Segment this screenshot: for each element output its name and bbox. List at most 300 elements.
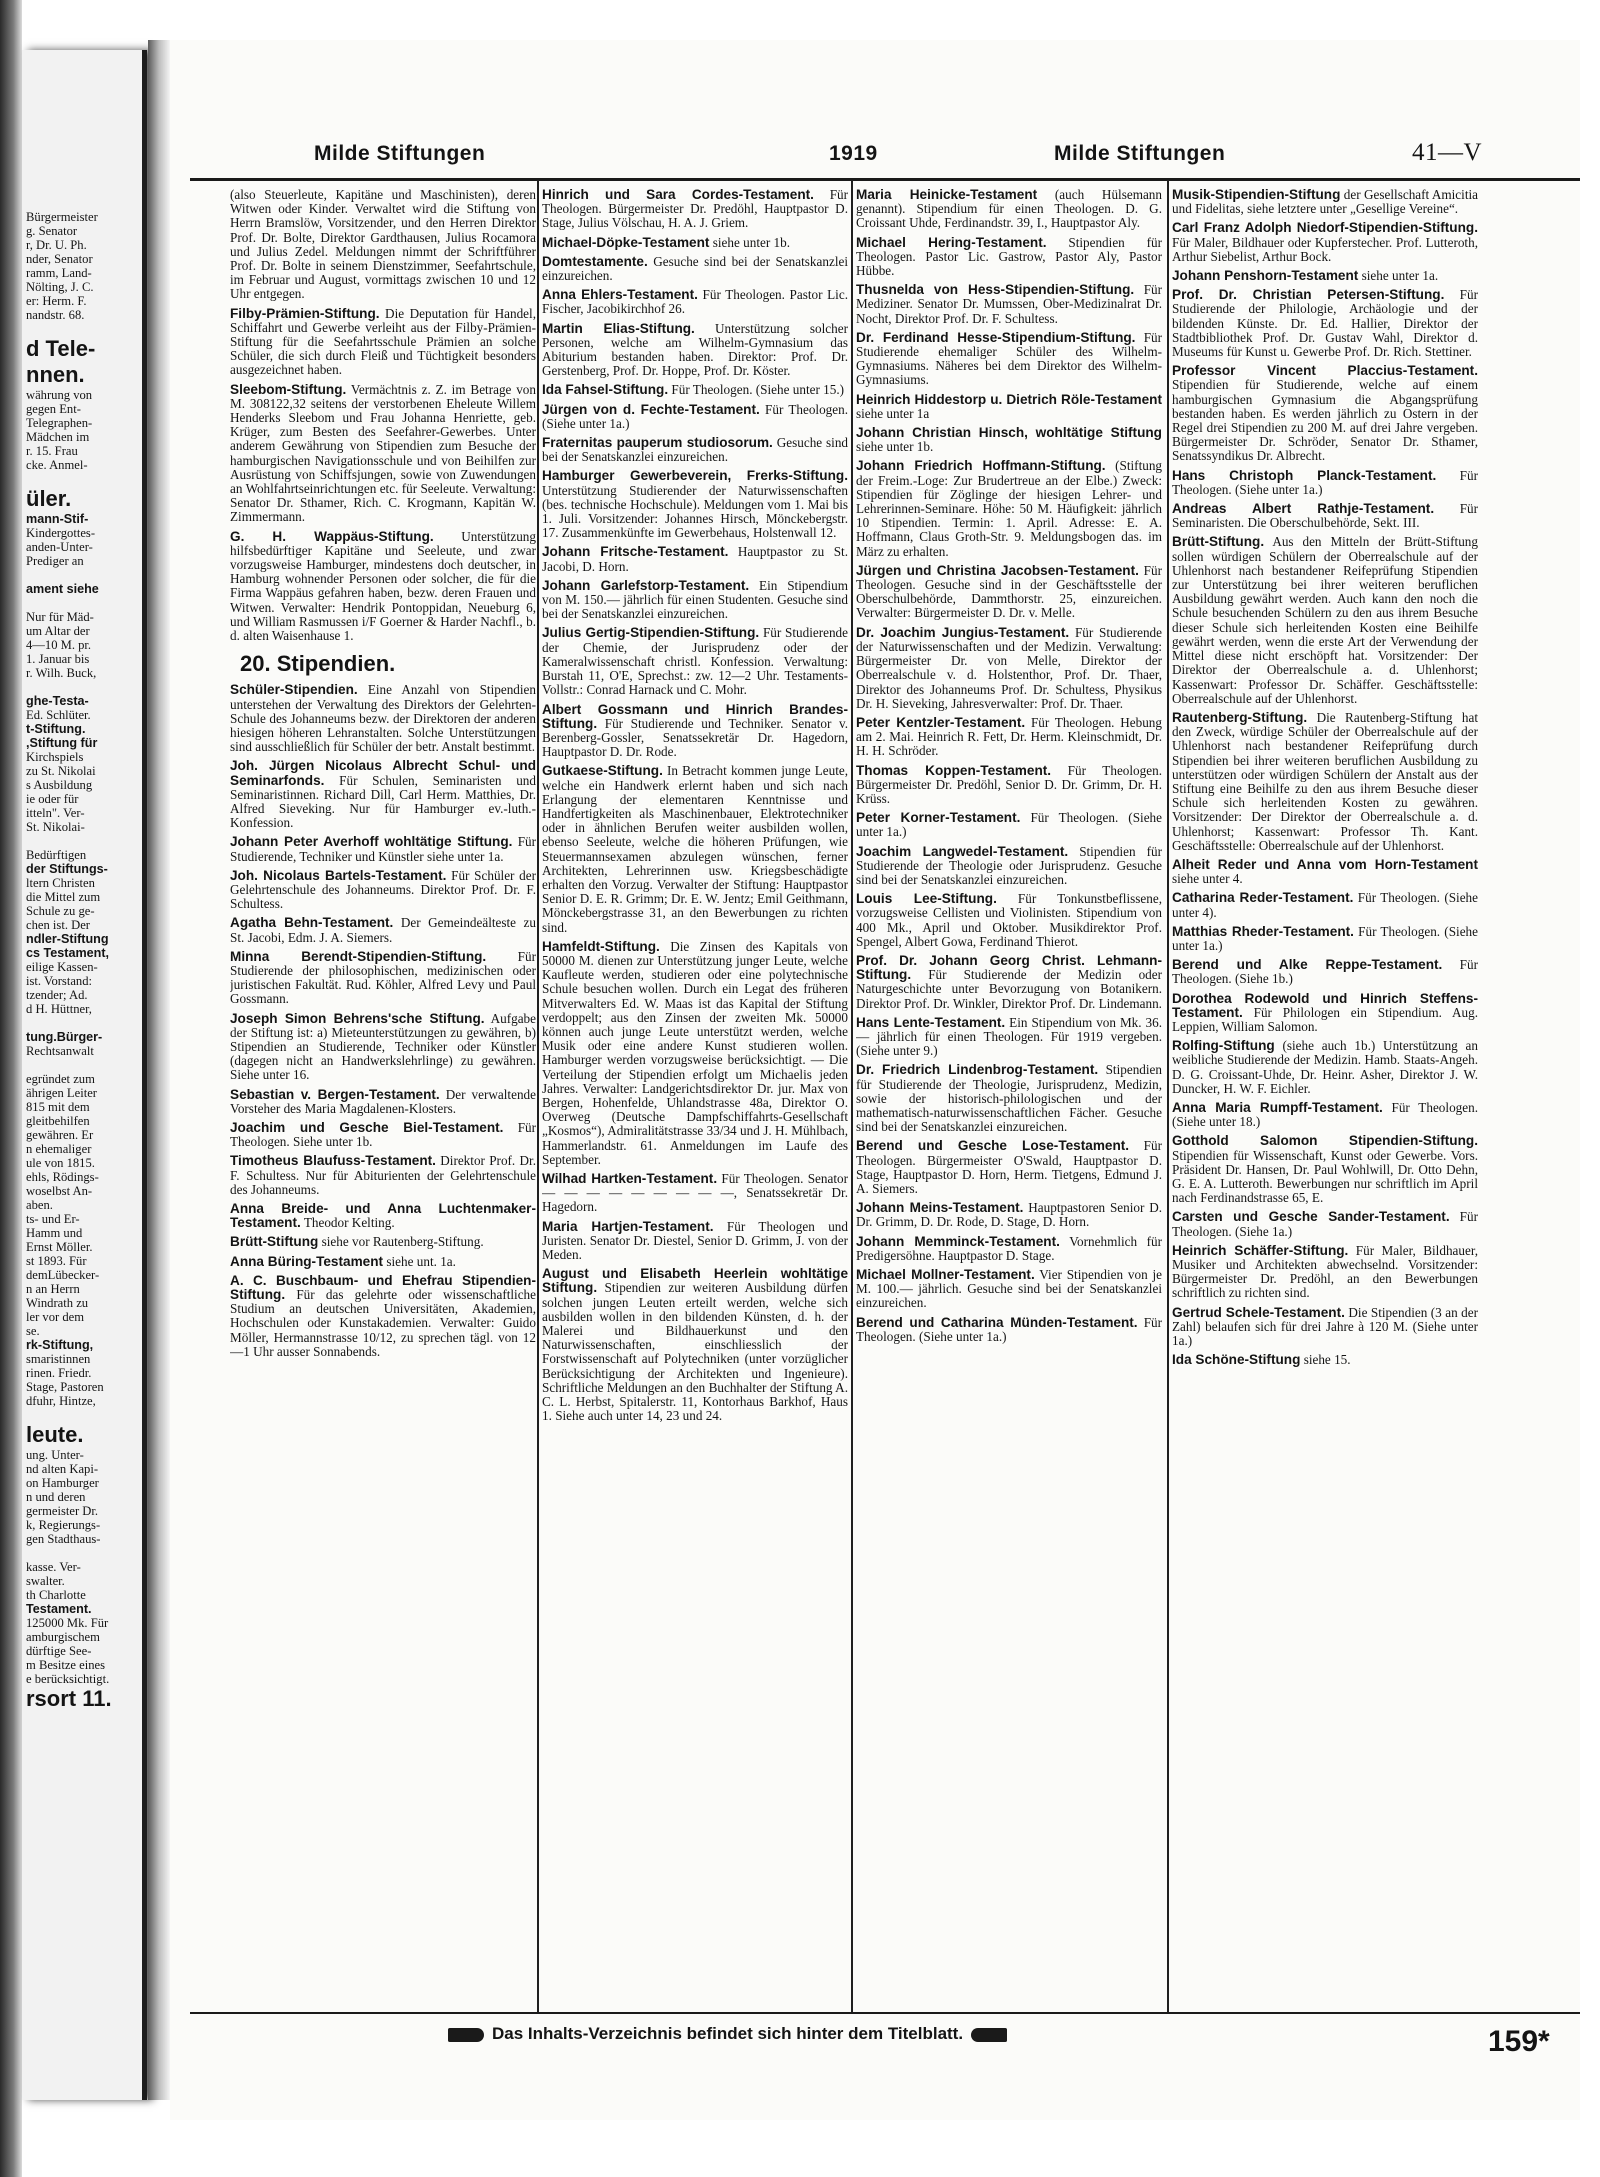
- book-binding: [0, 0, 22, 2177]
- entry-text: siehe 15.: [1303, 1352, 1351, 1368]
- entry-name: Berend und Gesche Lose-Testament.: [856, 1138, 1130, 1154]
- foundation-entry: [1172, 1101, 1478, 1129]
- previous-page-line: dürftige See-: [26, 1644, 92, 1658]
- entry-name: A. C. Buschbaum- und Ehefrau Stipendien-Stiftung.: [230, 1272, 536, 1303]
- previous-page-line: [26, 568, 138, 582]
- previous-page-line: Telegraphen-: [26, 416, 93, 430]
- entry-name: Musik-Stipendien-Stiftung: [1172, 188, 1341, 202]
- previous-page-line: se.: [26, 1324, 40, 1338]
- foundation-entry: [1172, 958, 1478, 986]
- entry-name: Peter Kentzler-Testament.: [856, 714, 1026, 730]
- entry-text: Stipendien für Studierende der Theologie, Jurisprudenz, Medizin, sowie der historisch-philologischen und der mathematisch-naturwissenschaftlichen Fächer. Gesuche sind bei der Senatskanzlei einzureichen.: [856, 1062, 1162, 1135]
- column-4: [1172, 188, 1478, 2010]
- column-1: [230, 188, 536, 2010]
- foundation-entry: [1172, 711, 1478, 853]
- previous-page-line: r, Dr. U. Ph.: [26, 238, 87, 252]
- entry-text: Die Stipendien (3 an der Zahl) belaufen sich für drei Jahre à 120 M. (Siehe unter 1a.): [1172, 1304, 1478, 1349]
- previous-page-line: ramm, Land-: [26, 266, 92, 280]
- entry-text: siehe unt. 1a.: [386, 1253, 456, 1269]
- entry-name: Joachim und Gesche Biel-Testament.: [230, 1119, 504, 1135]
- foundation-entry: [856, 954, 1162, 1011]
- entry-text: Für Theologen. Pastor Lic. Fischer, Jacobikirchhof 26.: [542, 287, 848, 317]
- section-heading: 20. Stipendien.: [240, 651, 396, 677]
- entry-text: Für Theologen. (Siehe 1b.): [1172, 957, 1478, 987]
- foundation-entry: [230, 835, 536, 863]
- entry-name: Michael Mollner-Testament.: [856, 1267, 1035, 1283]
- foundation-entry: [856, 393, 1162, 421]
- entry-text: Ein Stipendium von Mk. 36.— jährlich für einen Theologen. Für 1919 vergeben. (Siehe unter 9.): [856, 1014, 1162, 1059]
- previous-page-line: cke. Anmel-: [26, 458, 88, 472]
- entry-text: Für Theologen. Gesuche sind in der Geschäftsstelle der Oberschulbehörde, Dammthorstr. 25, einzureichen. Verwalter: Bürgermeister D. Dr. v. Melle.: [856, 562, 1162, 621]
- entry-text: Für Schüler der Gelehrtenschule des Johanneums. Direktor Prof. Dr. F. Schultess.: [230, 867, 536, 912]
- entry-text: Stipendien für Studierende der Theologie oder Jurisprudenz. Gesuche sind bei der Senatskanzlei einzureichen.: [856, 843, 1162, 887]
- foundation-entry: [1172, 1244, 1478, 1301]
- entry-text: Die Rautenberg-Stiftung hat den Zweck, würdige Schüler der Oberrealschule auf der Uhlenhorst nach bestandener Reifeprüfung durch Stipendien bei ihrer weiteren beruflichen Ausbildung zu unterstützen oder würdigen Schülern der Anstalt aus der Stiftung eine Beihilfe zu den aus ihrem Besuche dieser Schule sich herleitenden Kosten zu gewähren. Vorsitzender: Der Direktor der Oberrealschule a. d. Uhlenhorst; Kassenwart: Professor Th. Kant. Geschäftsstelle: Oberrealschule auf der Uhlenhorst.: [1172, 709, 1478, 853]
- entry-name: Anna Maria Rumpff-Testament.: [1172, 1099, 1383, 1115]
- previous-page-line: ung. Unter-: [26, 1448, 84, 1462]
- foundation-entry: [542, 545, 848, 573]
- previous-page-line: Ernst Möller.: [26, 1240, 93, 1254]
- previous-page-line: n ehemaliger: [26, 1142, 92, 1156]
- foundation-entry: [542, 1172, 848, 1215]
- previous-page-line: g. Senator: [26, 224, 78, 238]
- entry-text: Vermächtnis z. Z. im Betrage von M. 308122,32 seitens der verstorbenen Eheleute Willem Henderks Sleebom und Frau Johanna Henriette, geb. Krüger, zum Besten des Seefahrer-Gewerbes. Unter anderem Gewährung von Stipendien zum Besuche der hamburgischen Navigationsschule und von Beihilfen zur Ausrüstung von Schiffsjungen, sowie von Zuwendungen an Wohlfahrtseinrichtungen etc. für Seeleute. Verwaltung: Senator Dr. Sthamer, Rich. C. Krogmann, Kapitän W. Zimmermann.: [230, 381, 536, 525]
- entry-name: Sleebom-Stiftung.: [230, 381, 347, 397]
- footer-rule: [190, 2012, 1580, 2014]
- entry-text: Aus den Mitteln der Brütt-Stiftung sollen würdigen Schülern der Oberrealschule auf der Uhlenhorst nach bestandener Reifeprüfung Stipendien zur Unterstützung bei ihrer weiteren beruflichen Ausbildung gewährt werden. Auch kann den noch die Schule besuchenden Schülern zu den aus ihrem Besuche dieser Schule sich herleitenden Kosten eine Beihilfe gewährt werden, wenn die erste Art der Verwendung der Mittel diese nicht erschöpft hat. Vorsitzender: Der Direktor der Oberrealschule a. d. Uhlenhorst; Kassenwart: Professor Dr. Schäffer. Geschäftsstelle: Oberrealschule auf der Uhlenhorst.: [1172, 534, 1478, 706]
- entry-text: siehe unter 1a.: [1361, 268, 1439, 284]
- pointing-hand-icon: [971, 2028, 1007, 2042]
- foundation-entry: [1172, 269, 1478, 283]
- foundation-entry: [856, 459, 1162, 558]
- entry-text: siehe unter 1b.: [856, 439, 934, 455]
- entry-name: Martin Elias-Stiftung.: [542, 320, 695, 336]
- foundation-entry: [230, 759, 536, 830]
- entry-name: Johann Memminck-Testament.: [856, 1233, 1060, 1249]
- previous-page-line: nder, Senator: [26, 252, 93, 266]
- entry-text: Unterstützung hilfsbedürftiger Kapitäne und Seeleute, und zwar vorzugsweise Hamburger, mindestens doch deutscher, in Hamburg wohnender Personen oder solcher, die für die Firma Wappäus gefahren haben, bezw. deren Frauen und Witwen. Verwalter: Hendrik Pontoppidan, Neueburg 6, und William Rasmussen i/F Goerner & Harder Nachfl., b. d. alten Waisenhause 1.: [230, 528, 536, 644]
- entry-name: Ida Schöne-Stiftung: [1172, 1352, 1301, 1368]
- previous-page-line: ltern Christen: [26, 876, 95, 890]
- entry-text: siehe unter 1b.: [712, 234, 791, 250]
- foundation-entry: [230, 1274, 536, 1359]
- previous-page-line: zu St. Nikolai: [26, 764, 96, 778]
- entry-text: Für Theologen. Hebung am 2. Mai. Heinrich R. Fett, Dr. Herm. Kleinschmidt, Dr. H. H. Schröder.: [856, 714, 1162, 759]
- entry-text: (auch Hülsemann genannt). Stipendium für einen Theologen. D. G. Croissant Uhde, Ferdinandstr. 39, I., Hauptpastor Aly.: [856, 188, 1162, 231]
- entry-text: Für Theologen. (Siehe unter 1a.): [856, 1314, 1162, 1344]
- entry-name: Andreas Albert Rathje-Testament.: [1172, 501, 1435, 517]
- entry-text: Der verwaltende Vorsteher des Maria Magdalenen-Klosters.: [230, 1086, 536, 1116]
- entry-name: Timotheus Blaufuss-Testament.: [230, 1153, 436, 1169]
- foundation-entry: [1172, 1039, 1478, 1096]
- previous-page-line: kasse. Ver-: [26, 1560, 81, 1574]
- previous-page-line: germeister Dr.: [26, 1504, 99, 1518]
- entry-name: Minna Berendt-Stipendien-Stiftung.: [230, 948, 487, 964]
- entry-name: Maria Heinicke-Testament: [856, 188, 1038, 202]
- entry-name: Dorothea Rodewold und Hinrich Steffens-Testament.: [1172, 990, 1478, 1020]
- entry-name: Joh. Nicolaus Bartels-Testament.: [230, 867, 447, 883]
- foundation-entry: [542, 403, 848, 431]
- entry-name: August und Elisabeth Heerlein wohltätige Stiftung.: [542, 1266, 848, 1296]
- entry-text: Für Theologen. Siehe unter 1b.: [230, 1119, 536, 1150]
- entry-text: In Betracht kommen junge Leute, welche ein Handwerk erlernt haben und sich nach Erlangung der elementaren Kenntnisse und Handfertigkeiten als Maschinenbauer, Elektrotechniker oder in ähnlichen Berufen weiter ausbilden wollen, ebenso Seeleute, welche die höheren Prüfungen, wie Steuermannsexamen abzulegen wünschen, ferner Architekten, Lehrerinnen usw. Kriegsbeschädigte erhalten den Vorzug. Verwalter der Stiftung: Hauptpastor Senior D. E. R. Grimm; Dr. E. W. Jentz; Emil Geithmann, Mönckebergstrasse 31, an den Bewerbungen zu richten sind.: [542, 763, 848, 935]
- header-left-title: Milde Stiftungen: [314, 142, 486, 165]
- entry-name: Anna Ehlers-Testament.: [542, 287, 698, 303]
- previous-page-line: [26, 680, 138, 694]
- entry-text: Für Studierende der Chemie, der Jurisprudenz oder der Kameralwissenschaft christl. Konfession. Verwaltung: Burstah 11, O'E, Sprechst.: zw. 12—2 Uhr. Testaments-Vollstr.: Conrad Harnack und C. Mohr.: [542, 625, 848, 698]
- entry-text: Gesuche sind bei der Senatskanzlei einzureichen.: [542, 253, 848, 284]
- foundation-entry: [230, 1088, 536, 1116]
- previous-page-line: ler vor dem: [26, 1310, 85, 1324]
- entry-text: Gesuche sind bei der Senatskanzlei einzureichen.: [542, 435, 848, 465]
- previous-page-line: ehls, Rödings-: [26, 1170, 99, 1184]
- previous-page-line: woselbst An-: [26, 1184, 93, 1198]
- foundation-entry: [856, 1268, 1162, 1311]
- previous-page-line: s Ausbildung: [26, 778, 93, 792]
- entry-text: Für Schulen, Seminaristen und Seminaristinnen. Richard Dill, Carl Herm. Matthies, Dr. Alfred Sieveking. Nur für Hamburger ev.-luth.-Konfession.: [230, 772, 536, 831]
- entry-name: Joachim Langwedel-Testament.: [856, 843, 1069, 859]
- entry-name: Carl Franz Adolph Niedorf-Stipendien-Stiftung.: [1172, 220, 1478, 236]
- foundation-entry: [542, 188, 848, 231]
- foundation-entry: [1172, 188, 1478, 216]
- entry-name: Michael Hering-Testament.: [856, 234, 1047, 250]
- foundation-entry: [1172, 1134, 1478, 1205]
- previous-page-line: k, Regierungs-: [26, 1518, 101, 1532]
- foundation-entry: [1172, 364, 1478, 463]
- foundation-entry: [230, 530, 536, 644]
- previous-page-line: Mädchen im: [26, 430, 90, 444]
- previous-page-line: ie oder für: [26, 792, 79, 806]
- entry-text: Für Theologen. (Siehe unter 1a.): [542, 401, 848, 431]
- entry-name: Sebastian v. Bergen-Testament.: [230, 1086, 440, 1102]
- previous-page-line: Rechtsanwalt: [26, 1044, 94, 1058]
- previous-page-line: smaristinnen: [26, 1352, 91, 1366]
- previous-page-line: ament siehe: [26, 582, 99, 596]
- entry-text: siehe unter 1a: [856, 405, 930, 421]
- foundation-entry: [856, 892, 1162, 949]
- previous-page-line: on Hamburger: [26, 1476, 99, 1490]
- entry-name: Matthias Rheder-Testament.: [1172, 923, 1354, 939]
- footer-notice-text: Das Inhalts-Verzeichnis befindet sich hinter dem Titelblatt.: [492, 2024, 964, 2043]
- foundation-entry: [1172, 1306, 1478, 1349]
- entry-text: Für Studierende der philosophischen, medizinischen oder juristischen Fakultät. Rud. Köhler, Alfred Levy und Paul Gossmann.: [230, 948, 536, 1007]
- entry-text: Eine Anzahl von Stipendien unterstehen der Verwaltung des Direktors der Gelehrten-Schule des Johanneums bezw. der Direktoren der anderen hiesigen höheren Lehranstalten. Solche Unterstützungen sind ausschließlich für Schüler der betr. Anstalt bestimmt.: [230, 682, 536, 755]
- previous-page-line: er: Herm. F.: [26, 294, 87, 308]
- foundation-entry: [230, 869, 536, 912]
- entry-text: Für Theologen. Senator — — — — — — — — —, Senatssekretär Dr. Hagedorn.: [542, 1171, 848, 1215]
- entry-name: Schüler-Stipendien.: [230, 682, 358, 698]
- entry-name: Michael-Döpke-Testament: [542, 234, 710, 250]
- foundation-entry: [230, 1012, 536, 1083]
- previous-page-line: 125000 Mk. Für: [26, 1616, 109, 1630]
- entry-name: Dr. Ferdinand Hesse-Stipendium-Stiftung.: [856, 329, 1136, 345]
- previous-page-line: anden-Unter-: [26, 540, 93, 554]
- foundation-entry: [856, 845, 1162, 888]
- entry-text: Hauptpastoren Senior D. Dr. Grimm, D. Dr. Rode, D. Stage, D. Horn.: [856, 1200, 1162, 1230]
- previous-page-line: üler.: [26, 486, 72, 511]
- previous-page-line: gleitbehilfen: [26, 1114, 90, 1128]
- previous-page-line: rsort 11.: [26, 1686, 112, 1711]
- entry-name: Johann Peter Averhoff wohltätige Stiftung.: [230, 834, 513, 850]
- entry-name: Hans Christoph Planck-Testament.: [1172, 467, 1437, 483]
- entry-name: Wilhad Hartken-Testament.: [542, 1171, 718, 1186]
- foundation-entry: [856, 1063, 1162, 1134]
- foundation-entry: [542, 626, 848, 697]
- entry-text: Stipendien zur weiteren Ausbildung dürfen solchen jungen Leuten erteilt werden, welche sich ausbilden wollen in den bildenden Künsten, d. h. der Malerei und Bildhauerkunst und den Naturwissenschaften, einschliesslich der Forstwissenschaft auf Polytechniken (unter vorzüglicher Berücksichtigung der Architekten und Ingenieure). Schriftliche Meldungen an den Buchhalter der Stiftung A. C. L. Herbst, Spitalerstr. 11, Kontorhaus Barkhof, Haus 1. Siehe auch unter 14, 23 und 24.: [542, 1280, 848, 1424]
- entry-name: Louis Lee-Stiftung.: [856, 891, 997, 907]
- column-3: [856, 188, 1162, 2010]
- foundation-entry: [542, 383, 848, 397]
- entry-name: Agatha Behn-Testament.: [230, 915, 394, 931]
- previous-page-line: d H. Hüttner,: [26, 1002, 92, 1016]
- previous-page-line: leute.: [26, 1422, 84, 1447]
- entry-name: Joh. Jürgen Nicolaus Albrecht Schul- und Seminarfonds.: [230, 758, 536, 788]
- previous-page-line: [26, 322, 138, 336]
- foundation-entry: [856, 716, 1162, 759]
- entry-name: Catharina Reder-Testament.: [1172, 890, 1354, 906]
- entry-name: Anna Büring-Testament: [230, 1253, 384, 1269]
- foundation-entry: [542, 1267, 848, 1423]
- previous-page-line: e berücksichtigt.: [26, 1672, 110, 1686]
- entry-name: Prof. Dr. Johann Georg Christ. Lehmann-Stiftung.: [856, 952, 1162, 983]
- entry-name: Julius Gertig-Stipendien-Stiftung.: [542, 625, 760, 641]
- column-divider: [851, 180, 853, 2012]
- entry-name: Johann Meins-Testament.: [856, 1200, 1024, 1216]
- entry-name: Johann Fritsche-Testament.: [542, 544, 729, 560]
- entry-name: Rolfing-Stiftung: [1172, 1038, 1275, 1054]
- previous-page-line: [26, 472, 138, 486]
- column-divider: [1167, 180, 1169, 2012]
- foundation-entry: [856, 811, 1162, 839]
- entry-text: (Stiftung der Freim.-Loge: Zur Brudertreue an der Elbe.) Zweck: Stipendien für Zöglinge der hiesigen Lehrer- und Lehrerinnen-Seminare. Höhe: 50 M. Häufigkeit: jährlich 10 Stipendien. Termin: 1. April. Adresse: E. A. Hoffmann, Claus Groth-Str. 9. Meldungsbogen das. im März zu erhalten.: [856, 458, 1162, 559]
- previous-page-line: der Stiftungs-: [26, 862, 108, 876]
- entry-name: Rautenberg-Stiftung.: [1172, 709, 1308, 725]
- entry-text: Für Mediziner. Senator Dr. Mumssen, Ober-Medizinalrat Dr. Nocht, Direktor Prof. Dr. F. Schultess.: [856, 282, 1162, 326]
- previous-page-line: Stage, Pastoren: [26, 1380, 104, 1394]
- foundation-entry: [1172, 925, 1478, 953]
- foundation-entry: [230, 1202, 536, 1230]
- previous-page-line: Kirchspiels: [26, 750, 84, 764]
- previous-page-line: [26, 1058, 138, 1072]
- entry-text: Für Theologen. (Siehe unter 1a.): [856, 810, 1162, 840]
- entry-text: Vier Stipendien von je M. 100.— jährlich. Gesuche sind bei der Senatskanzlei einzureichen.: [856, 1267, 1162, 1311]
- foundation-entry: [1172, 858, 1478, 886]
- previous-page-line: Nölting, J. C.: [26, 280, 94, 294]
- entry-name: Hamburger Gewerbeverein, Frerks-Stiftung.: [542, 468, 848, 484]
- previous-page-line: chen ist. Der: [26, 918, 90, 932]
- entry-text: Theodor Kelting.: [303, 1215, 395, 1231]
- header-page-ref: 41—V: [1412, 139, 1483, 166]
- previous-page-line: 4—10 M. pr.: [26, 638, 92, 652]
- previous-page-line: mann-Stif-: [26, 512, 89, 526]
- entry-name: Heinrich Schäffer-Stiftung.: [1172, 1242, 1349, 1258]
- previous-page-line: ts- und Er-: [26, 1212, 80, 1226]
- foundation-entry: [230, 1235, 536, 1249]
- previous-page-line: m Besitze eines: [26, 1658, 106, 1672]
- previous-page-line: swalter.: [26, 1574, 65, 1588]
- previous-page-line: währung von: [26, 388, 93, 402]
- entry-name: Maria Hartjen-Testament.: [542, 1218, 714, 1234]
- entry-name: Dr. Friedrich Lindenbrog-Testament.: [856, 1062, 1099, 1078]
- previous-page-line: Windrath zu: [26, 1296, 89, 1310]
- entry-name: Peter Korner-Testament.: [856, 810, 1021, 826]
- previous-page-line: 1. Januar bis: [26, 652, 90, 666]
- entry-text: siehe unter 4.: [1172, 871, 1243, 887]
- previous-page-line: d Tele-: [26, 336, 96, 361]
- previous-page-line: gen Stadthaus-: [26, 1532, 101, 1546]
- entry-name: Albert Gossmann und Hinrich Brandes-Stiftung.: [542, 701, 848, 731]
- entry-text: Der Gemeindeälteste zu St. Jacobi, Edm. J. A. Siemers.: [230, 915, 536, 945]
- previous-page-line: St. Nikolai-: [26, 820, 85, 834]
- entry-text: Für Maler, Bildhauer oder Kupferstecher. Prof. Lutteroth, Arthur Siebelist, Arthur Bock.: [1172, 234, 1478, 264]
- foundation-entry: [542, 236, 848, 250]
- entry-name: Berend und Catharina Münden-Testament.: [856, 1314, 1138, 1330]
- foundation-entry: [542, 703, 848, 760]
- previous-page-line: Schule zu ge-: [26, 904, 95, 918]
- previous-page-line: ist. Vorstand:: [26, 974, 93, 988]
- foundation-entry: [856, 1201, 1162, 1229]
- entry-name: Johann Friedrich Hoffmann-Stiftung.: [856, 458, 1106, 474]
- foundation-entry: [856, 764, 1162, 807]
- entry-name: Professor Vincent Placcius-Testament.: [1172, 363, 1478, 379]
- previous-page-line: [26, 1546, 138, 1560]
- page-fold-shadow: [148, 40, 170, 2100]
- foundation-entry: [856, 1316, 1162, 1344]
- entry-name: Gutkaese-Stiftung.: [542, 763, 663, 779]
- previous-page-line: ährigen Leiter: [26, 1086, 97, 1100]
- previous-page-line: Ed. Schlüter.: [26, 708, 91, 722]
- previous-page-line: r. Wilh. Buck,: [26, 666, 97, 680]
- entry-text: Stipendien für Wissenschaft, Kunst oder Gewerbe. Vors. Präsident Dr. Hansen, Dr. Paul Wohlwill, Dr. Otto Dehn, G. E. A. Lutteroth. Bewerbungen nur schriftlich im April nach Ferdinandstrasse 65, E.: [1172, 1147, 1478, 1206]
- foundation-entry: [856, 564, 1162, 621]
- entry-name: Dr. Joachim Jungius-Testament.: [856, 624, 1070, 640]
- header-year: 1919: [829, 142, 878, 165]
- previous-page-line: ,Stiftung für: [26, 736, 98, 750]
- previous-page-line: Bürgermeister: [26, 210, 98, 224]
- foundation-entry: [1172, 992, 1478, 1035]
- entry-text: Stipendien für Studierende, welche auf einem hamburgischen Gymnasium die Abgangsprüfung bestanden haben. Es werden jährlich zu Ostern in der Regel drei Stipendien zu 200 M. auf drei Jahre vergeben. Bürgermeister Dr. Schröder, Senator Dr. Sthamer, Senatssyndikus Dr. Albrecht.: [1172, 377, 1478, 464]
- previous-page-line: Bedürftigen: [26, 848, 87, 862]
- entry-text: siehe vor Rautenberg-Stiftung.: [321, 1234, 484, 1250]
- previous-page-line: aben.: [26, 1198, 53, 1212]
- foundation-entry: [230, 307, 536, 378]
- entry-name: Gotthold Salomon Stipendien-Stiftung.: [1172, 1133, 1478, 1149]
- previous-page-line: [26, 1408, 138, 1422]
- previous-page-line: tung.Bürger-: [26, 1030, 103, 1044]
- previous-page-line: gegen Ent-: [26, 402, 81, 416]
- entry-text: Für Theologen. (Siehe unter 18.): [1172, 1099, 1478, 1130]
- foundation-entry: [542, 940, 848, 1167]
- previous-page-line: ule von 1815.: [26, 1156, 95, 1170]
- entry-text: Für Tonkunstbeflissene, vorzugsweise Cellisten und Violinisten. Stipendium von 400 Mk., April und Oktober. Musikdirektor Prof. Spengel, Albert Gowa, Ferdinand Thierot.: [856, 891, 1162, 949]
- entry-name: Johann Garlefstorp-Testament.: [542, 577, 750, 593]
- foundation-entry: [542, 1220, 848, 1263]
- entry-name: Joseph Simon Behrens'sche Stiftung.: [230, 1010, 485, 1026]
- foundation-entry: [230, 1255, 536, 1269]
- entry-text: Für Seminaristen. Die Oberschulbehörde, Sekt. III.: [1172, 501, 1478, 531]
- entry-text: Für Studierende, Techniker und Künstler siehe unter 1a.: [230, 834, 536, 864]
- foundation-entry: [1172, 469, 1478, 497]
- previous-page-line: nd alten Kapi-: [26, 1462, 99, 1476]
- foundation-entry: [1172, 1353, 1478, 1367]
- foundation-entry: [856, 331, 1162, 388]
- previous-page-line: r. 15. Frau: [26, 444, 78, 458]
- entry-text: Für Theologen. (Siehe unter 1a.): [1172, 467, 1478, 497]
- entry-text: Stipendien für Theologen. Pastor Lic. Gastrow, Pastor Aly, Pastor Hübbe.: [856, 234, 1162, 279]
- foundation-entry: [230, 1154, 536, 1197]
- entry-name: Johann Christian Hinsch, wohltätige Stiftung: [856, 425, 1162, 441]
- foundation-entry: [542, 579, 848, 622]
- foundation-entry: [230, 1121, 536, 1149]
- foundation-entry: [542, 322, 848, 379]
- foundation-entry: [1172, 1210, 1478, 1238]
- pointing-hand-icon: [448, 2028, 484, 2042]
- entry-text: Für Theologen. (Siehe unter 1a.): [1172, 923, 1478, 953]
- foundation-entry: [856, 1016, 1162, 1059]
- entry-text: Für Studierende und Techniker. Senator v. Berenberg-Gossler, Senatssekretär Dr. Hagedorn, Hauptpastor D. Dr. Rode.: [542, 715, 848, 760]
- previous-page-line: Nur für Mäd-: [26, 610, 94, 624]
- entry-text: Für Studierende der Medizin oder Naturgeschichte unter Bevorzugung von Botanikern. Direktor Prof. Dr. Winkler, Direktor Prof. Dr. Lindemann.: [856, 967, 1162, 1011]
- previous-page-line: tzender; Ad.: [26, 988, 88, 1002]
- foundation-entry: [1172, 891, 1478, 919]
- foundation-entry: [230, 383, 536, 525]
- foundation-entry: [542, 469, 848, 540]
- foundation-entry: [1172, 288, 1478, 359]
- previous-page-line: n und deren: [26, 1490, 86, 1504]
- foundation-entry: [542, 436, 848, 464]
- entry-text: Hauptpastor zu St. Jacobi, D. Horn.: [542, 544, 848, 574]
- foundation-entry: [856, 283, 1162, 326]
- entry-name: Alheit Reder und Anna vom Horn-Testament: [1172, 856, 1478, 872]
- foundation-entry: [856, 1139, 1162, 1196]
- entry-name: Prof. Dr. Christian Petersen-Stiftung.: [1172, 287, 1445, 303]
- footer-notice: [440, 2024, 1340, 2044]
- foundation-entry: [856, 626, 1162, 711]
- page-header: [174, 138, 1594, 176]
- previous-page-line: Testament.: [26, 1602, 92, 1616]
- entry-text: Für Theologen. (Siehe unter 15.): [671, 382, 845, 398]
- previous-page-line: Hamm und: [26, 1226, 83, 1240]
- foundation-entry: [230, 950, 536, 1007]
- previous-page-line: rk-Stiftung,: [26, 1338, 94, 1352]
- foundation-entry: [230, 916, 536, 944]
- foundation-entry: [1172, 502, 1478, 530]
- header-right-title: Milde Stiftungen: [1054, 142, 1226, 165]
- entry-text: Aufgabe der Stiftung ist: a) Mieteunterstützungen zu gewähren, b) Stipendien an Studierende, Techniker oder Künstler (dagegen nicht an Handwerkslehrlinge) zu gewähren. Siehe unter 16.: [230, 1010, 536, 1083]
- entry-name: Filby-Prämien-Stiftung.: [230, 305, 380, 321]
- previous-page-line: die Mittel zum: [26, 890, 101, 904]
- previous-page-line: itteln". Ver-: [26, 806, 85, 820]
- entry-text: Die Deputation für Handel, Schiffahrt und Gewerbe verleiht aus der Filby-Prämien-Stiftung für die Seefahrtsschule Prämien an solche Schüler, die sich durch Fleiß und Tüchtigkeit besonders ausgezeichnet haben.: [230, 305, 536, 378]
- previous-page-line: [26, 834, 138, 848]
- entry-text: Ein Stipendium von M. 150.— jährlich für einen Studenten. Gesuche sind bei der Senatskanzlei einzureichen.: [542, 577, 848, 622]
- previous-page-line: th Charlotte: [26, 1588, 86, 1602]
- previous-page-line: [26, 1016, 138, 1030]
- entry-name: Anna Breide- und Anna Luchtenmaker-Testament.: [230, 1201, 536, 1231]
- entry-text: Direktor Prof. Dr. F. Schultess. Nur für Abiturienten der Gelehrtenschule des Johanneums.: [230, 1153, 536, 1197]
- foundation-entry: [1172, 535, 1478, 705]
- previous-page-line: nnen.: [26, 362, 85, 387]
- previous-page-edge: [22, 50, 147, 2100]
- entry-text: Für Maler, Bildhauer, Musiker und Architekten abwechselnd. Vorsitzender: Bürgermeister Dr. Predöhl, an den Bewerbungen schriftlich zu richten sind.: [1172, 1242, 1478, 1301]
- foundation-entry: [542, 255, 848, 283]
- previous-page-line: dfuhr, Hintze,: [26, 1394, 96, 1408]
- foundation-entry: [856, 188, 1162, 231]
- entry-text: (also Steuerleute, Kapitäne und Maschinisten), deren Witwen oder Kinder. Verwaltet wird die Stiftung von Herrn Bramslöw, Vorsitzender, und den Herren Direktor Prof. Dr. Bolte, Direktor Gardthausen, Julius Rocamora und Julius Zedel. Meldungen nimmt der Schriftführer Prof. Dr. Bolte in seinem Dienstzimmer, Seefahrtschule, im Februar und August, vormittags zwischen 10 und 12 Uhr entgegen.: [230, 188, 536, 302]
- entry-name: Brütt-Stiftung.: [1172, 534, 1265, 550]
- entry-name: Heinrich Hiddestorp u. Dietrich Röle-Testament: [856, 391, 1162, 407]
- entry-text: Für Philologen ein Stipendium. Aug. Leppien, William Salomon.: [1172, 1004, 1478, 1034]
